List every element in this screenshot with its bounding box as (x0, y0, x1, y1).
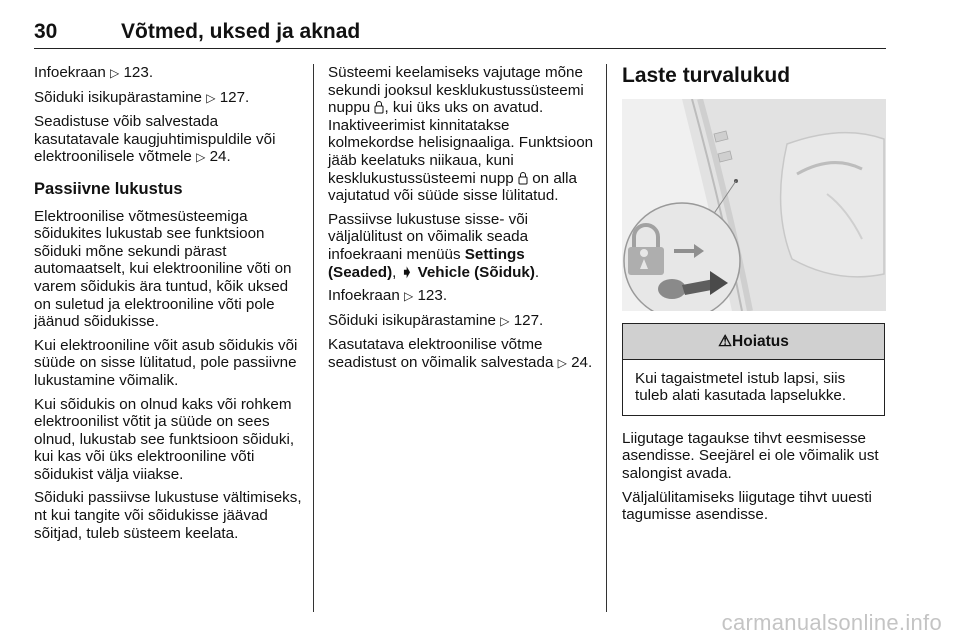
paragraph: Kasutatava elektroonilise võtme seadistust on võimalik salvestada ▷ 24. (328, 336, 593, 371)
cross-reference-icon: ▷ (206, 90, 216, 105)
menu-path-vehicle: Vehicle (Sõiduk) (417, 263, 535, 281)
door-illustration-svg (622, 99, 886, 311)
column-2 (328, 64, 596, 379)
page-header (34, 18, 886, 49)
chapter-title: Võtmed, uksed ja aknad (121, 20, 361, 43)
lock-button-icon (518, 171, 528, 185)
cross-reference: Sõiduki isikupärastamine ▷ 127. (328, 311, 544, 329)
cross-reference-icon: ▷ (557, 355, 567, 370)
watermark: carmanualsonline.info (721, 610, 942, 635)
warning-box (622, 323, 885, 416)
child-lock-illustration (622, 99, 886, 311)
cross-reference-icon: ▷ (404, 289, 414, 304)
paragraph: Kui elektrooniline võit asub sõidukis või süüde on sisse lülitatud, pole passiivne lukustamine võimalik. (34, 336, 298, 389)
column-divider (313, 64, 314, 612)
section-heading: Laste turvalukud (622, 64, 791, 87)
page-number: 30 (34, 20, 58, 43)
menu-arrow-icon: ➧ (400, 263, 414, 281)
cross-reference: Infoekraan ▷ 123. (34, 64, 154, 81)
warning-title: Hoiatus (732, 333, 789, 350)
column-3 (622, 64, 888, 530)
warning-icon: ⚠ (718, 333, 733, 350)
paragraph: Kui sõidukis on olnud kaks või rohkem elektroonilist võtit ja süüde on sees olnud, lukustab see funktsioon sõiduki, kui kas või üks elektrooniline võti sõidukist välja viiakse. (34, 395, 295, 483)
paragraph: Sõiduki passiivse lukustuse vältimiseks, nt kui tangite või sõidukisse jäävad sõitjad, tuleb süsteem keelata. (34, 489, 302, 542)
paragraph: Elektroonilise võtmesüsteemiga sõidukites lukustab see funktsioon sõiduki mõne sekundi pärast automaatselt, kui elektrooniline võti on varem sõidukis ära tuntud, kõik uksed on suletud ja elektrooniline võti pole jäänud sõidukisse. (34, 207, 292, 331)
menu-path-settings: Settings (Seaded) (328, 245, 525, 281)
cross-reference: Infoekraan ▷ 123. (328, 287, 448, 305)
paragraph: Väljalülitamiseks liigutage tihvt uuesti tagumisse asendisse. (622, 488, 872, 524)
cross-reference: Sõiduki isikupärastamine ▷ 127. (34, 88, 250, 106)
section-subheading: Passiivne lukustus (34, 179, 183, 198)
paragraph: Liigutage tagaukse tihvt eesmisesse asendisse. Seejärel ei ole võimalik ust salongist avada. (622, 429, 879, 482)
cross-reference-icon: ▷ (500, 313, 510, 328)
paragraph: Seadistuse võib salvestada kasutatavale kaugjuhtimispuldile või elektroonilisele võtmele ▷ 24. (34, 113, 276, 166)
cross-reference-icon: ▷ (110, 66, 120, 80)
paragraph: Passiivse lukustuse sisse- või väljalülitust on võimalik seada infoekraani menüüs Settings (Seaded), ➧ Vehicle (Sõiduk). (328, 210, 540, 281)
column-divider (606, 64, 607, 612)
warning-header (623, 324, 884, 360)
paragraph: Süsteemi keelamiseks vajutage mõne sekundi jooksul kesklukustussüsteemi nuppu , kui üks uks on avatud. Inaktiveerimist kinnitatakse kolmekordse helisignaaliga. Funktsioon jääb keelatuks niikaua, kuni kesklukustussüsteemi nupp on alla vajutatud või süüde sisse lülitatud. (328, 64, 594, 205)
warning-text: Kui tagaistmetel istub lapsi, siis tuleb alati kasutada lapselukke. (635, 369, 847, 405)
column-1 (34, 64, 302, 548)
cross-reference-icon: ▷ (196, 150, 206, 165)
lock-button-icon (374, 100, 384, 114)
